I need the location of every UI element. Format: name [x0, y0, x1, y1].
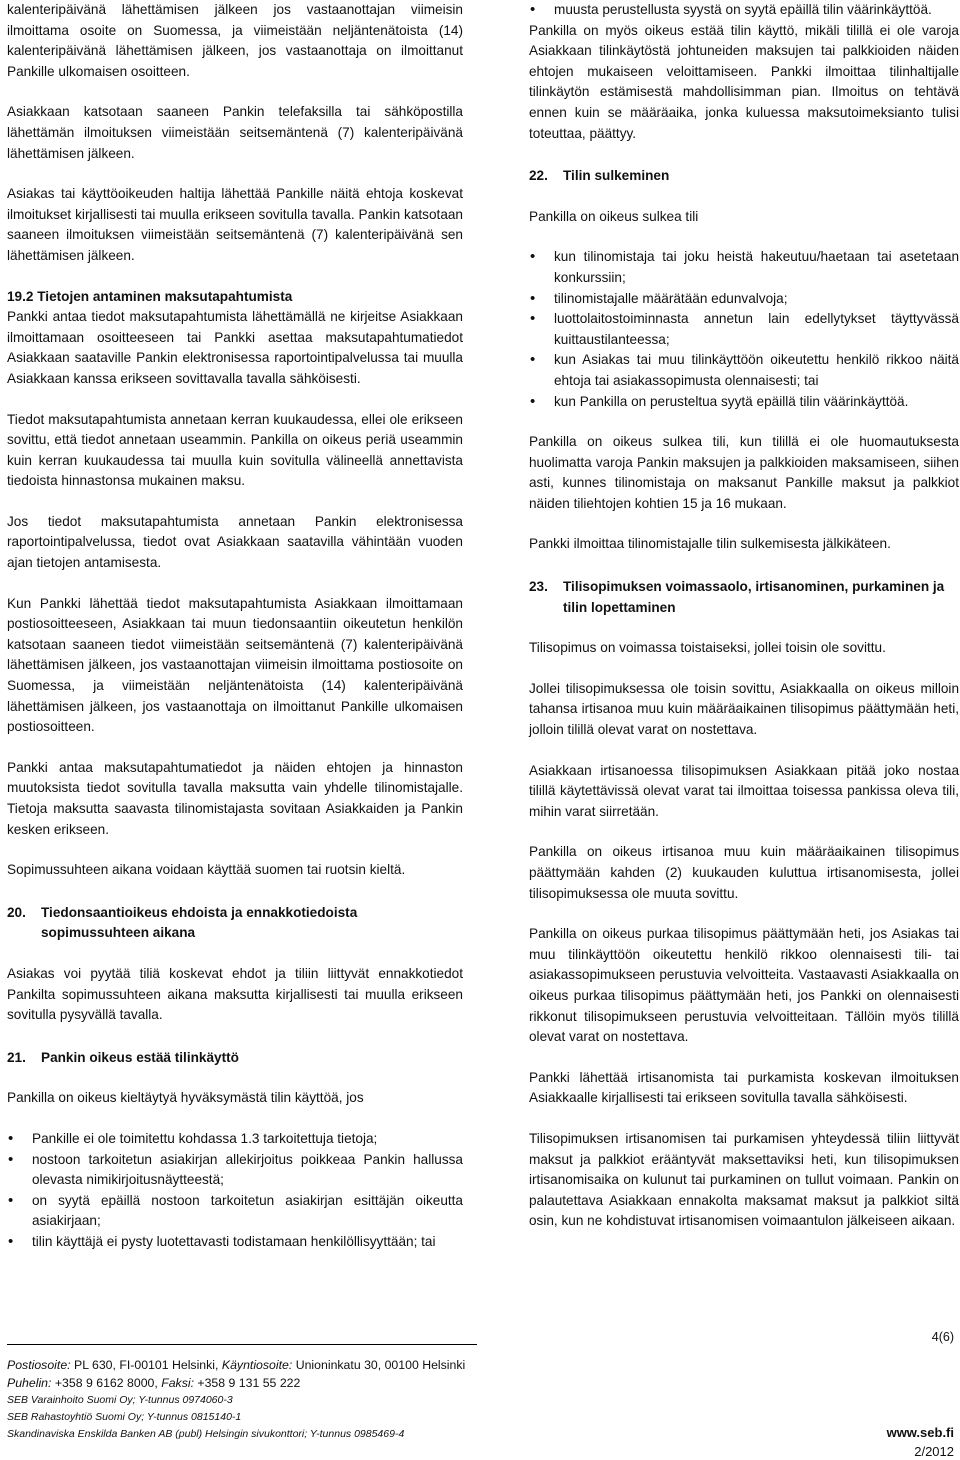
list-item: • Pankille ei ole toimitettu kohdassa 1.3 tarkoitettuja tietoja;: [7, 1129, 463, 1150]
heading-20-number: 20.: [7, 904, 26, 920]
footer-address-line: [7, 1356, 465, 1374]
heading-20: [7, 903, 463, 944]
list-item: • tilinomistajalle määrätään edunvalvoja;: [529, 289, 959, 310]
paragraph-customer-notices: Asiakas tai käyttöoikeuden haltija lähettää Pankille näitä ehtoja koskevat ilmoitukset kirjallisesti tai muulla erikseen sovitulla tavalla. Pankin katsotaan saaneen ilmoituksen viimeistään seitsemäntenä (7) kalenteripäivänä sen lähettämisen jälkeen.: [7, 186, 463, 263]
list-item: • tilin käyttäjä ei pysty luotettavasti todistamaan henkilöllisyyttään; tai: [7, 1232, 463, 1253]
right-column: [529, 0, 959, 1232]
heading-20-title: Tiedonsaantioikeus ehdoista ja ennakkotiedoista sopimussuhteen aikana: [41, 904, 358, 941]
paragraph-validity: Tilisopimus on voimassa toistaiseksi, jollei toisin ole sovittu.: [529, 640, 886, 656]
paragraph-free-info: Pankki antaa maksutapahtumatiedot ja näiden ehtojen ja hinnaston muutoksista tiedot sovitulla tavalla maksutta vain yhdelle tilinomistajalle. Tietoja maksutta saavasta tilinomistajasta sovitaan Asiakkaiden ja Pankin kesken erikseen.: [7, 759, 463, 837]
paragraph-customer-terminate: Jollei tilisopimuksessa ole toisin sovittu, Asiakkaalla on oikeus milloin tahansa irtisanoa muu kuin määräaikainen tilisopimus päättymään heti, jolloin tilillä olevat varat on nostettava.: [529, 680, 959, 738]
footer-divider: [7, 1344, 477, 1345]
list-item: • kun Pankilla on perusteltua syytä epäillä tilin väärinkäyttöä.: [529, 392, 959, 413]
heading-22-title: Tilin sulkeminen: [563, 168, 670, 184]
heading-21-title: Pankin oikeus estää tilinkäyttö: [41, 1049, 239, 1065]
left-column: [7, 0, 463, 1253]
list-item: • muusta perustellusta syystä on syytä epäillä tilin väärinkäyttöä.: [529, 0, 959, 21]
heading-22: [529, 166, 959, 187]
footer-company-line: Skandinaviska Enskilda Banken AB (publ) Helsingin sivukonttori; Y-tunnus 0985469-4: [7, 1428, 405, 1440]
postal-address-label: Postiosoite:: [7, 1358, 71, 1372]
paragraph-customer-withdraw: Asiakkaan irtisanoessa tilisopimuksen Asiakkaan pitää joko nostaa tilillä käytettävissä olevat varat tai ilmoittaa toisessa pankissa oleva tili, mihin varat siirretään.: [529, 762, 959, 819]
fax-value: +358 9 131 55 222: [194, 1376, 301, 1390]
page-number: 4(6): [931, 1330, 954, 1344]
paragraph-bank-terminate: Pankilla on oikeus irtisanoa muu kuin määräaikainen tilisopimus päättymään kahden (2) kuukauden kuluttua irtisanomisesta, jollei tilisopimuksessa ole muuta sovittu.: [529, 844, 959, 901]
list-item: • kun tilinomistaja tai joku heistä hakeutuu/haetaan tai asetetaan konkurssiin;: [529, 247, 959, 288]
phone-label: Puhelin:: [7, 1376, 52, 1390]
footer-company-line: SEB Rahastoyhtiö Suomi Oy; Y-tunnus 0815140-1: [7, 1411, 242, 1423]
paragraph-close-no-funds: Pankilla on oikeus sulkea tili, kun tilillä ei ole huomautuksesta huolimatta varoja Pankin maksujen ja palkkioiden maksamiseen, siihen asti, kunnes tilinomistaja on maksanut Pankille maksut ja palkkiot näiden tiliehtojen kohtien 15 ja 16 mukaan.: [529, 434, 959, 511]
paragraph-close-intro: Pankilla on oikeus sulkea tili: [529, 208, 699, 224]
website-link[interactable]: www.seb.fi: [886, 1425, 954, 1440]
fax-label: Faksi:: [161, 1376, 194, 1390]
paragraph-fax-email: Asiakkaan katsotaan saaneen Pankin telefaksilla tai sähköpostilla lähettämän ilmoituksen viimeistään seitsemäntenä (7) kalenteripäivänä lähettämisen jälkeen.: [7, 104, 463, 161]
document-version-date: 2/2012: [914, 1444, 954, 1459]
paragraph-block-account: Pankilla on myös oikeus estää tilin käyttö, mikäli tilillä ei ole varoja Asiakkaan tilinkäytöstä johtuneiden maksujen tai palkkioiden näiden ehtojen mukaiseen veloittamiseen. Pankki ilmoittaa tilinhaltijalle tilinkäytön estämisestä mahdollisimman pian. Ilmoitus on tehtävä ennen kuin se määräaika, jonka kuluessa maksutoimeksianto tulisi toteuttaa, päättyy.: [529, 22, 959, 141]
paragraph-refuse-use: Pankilla on oikeus kieltäytyä hyväksymästä tilin käyttöä, jos: [7, 1090, 364, 1106]
paragraph-terms-request: Asiakas voi pyytää tiliä koskevat ehdot ja tiliin liittyvät ennakkotiedot Pankilta sopimussuhteen aikana maksutta kirjallisesti tai muulla erikseen sovitulla pysyvällä tavalla.: [7, 965, 463, 1023]
list-item: • luottolaitostoiminnasta annetun lain edellytykset täyttyvässä kuittaustilanteessa;: [529, 309, 959, 350]
heading-21-number: 21.: [7, 1049, 26, 1065]
refusal-bullet-list-continued: [529, 0, 959, 21]
paragraph-monthly-info: Tiedot maksutapahtumista annetaan kerran kuukaudessa, ellei ole erikseen sovittu, että tiedot annetaan useammin. Pankilla on oikeus periä useammin kuin kerran kuukaudessa tai muulla kuin sovitulla välineellä annettavista tiedoista hinnastonsa mukainen maksu.: [7, 411, 463, 489]
paragraph-rescind: Pankilla on oikeus purkaa tilisopimus päättymään heti, jos Asiakas tai muu tilinkäyttöön oikeutettu henkilö rikkoo olennaisesti tili- tai asiakassopimukseen perustuvia velvoitteita. Vastaavasti Asiakkaalla on oikeus purkaa tilisopimus päättymään heti, jos Pankki on olennaisesti rikkonut tilisopimukseen perustuvia velvoitteitaan. Tällöin myös tilillä olevat varat on nostettava.: [529, 926, 959, 1045]
heading-23-title: Tilisopimuksen voimassaolo, irtisanominen, purkaminen ja tilin lopettaminen: [563, 579, 945, 615]
list-item: • kun Asiakas tai muu tilinkäyttöön oikeutettu henkilö rikkoo näitä ehtoja tai asiakassopimusta olennaisesti; tai: [529, 350, 959, 391]
heading-22-number: 22.: [529, 168, 548, 184]
list-item: • nostoon tarkoitetun asiakirjan allekirjoitus poikkeaa Pankin hallussa olevasta nimikirjoitusnäytteestä;: [7, 1150, 463, 1191]
paragraph-transaction-info: Pankki antaa tiedot maksutapahtumista lähettämällä ne kirjeitse Asiakkaan ilmoittamaan osoitteeseen tai Pankki asettaa maksutapahtumatiedot Asiakkaan saataville Pankin elektronisessa raportointipalvelussa tai muulla Asiakkaan kanssa erikseen sovittavalla tavalla sähköisesti.: [7, 309, 463, 386]
heading-19-2: 19.2 Tietojen antaminen maksutapahtumista: [7, 288, 293, 304]
paragraph-fees-due: Tilisopimuksen irtisanomisen tai purkamisen yhteydessä tiliin liittyvät maksut ja palkkiot erääntyvät maksettaviksi heti, kun tilisopimuksen irtisanomisaika on kulunut tai purkaminen on tullut voimaan. Pankin on palautettava Asiakkaan ennakolta maksamat maksut ja palkkiot siltä osin, kun ne kohdistuvat irtisanomisen voimaantulon jälkeiseen aikaan.: [529, 1130, 959, 1229]
heading-23-number: 23.: [529, 579, 548, 595]
paragraph-rescind-notice: Pankki lähettää irtisanomista tai purkamista koskevan ilmoituksen Asiakkaalle kirjallisesti tai erikseen sovitulla tavalla sähköisesti.: [529, 1069, 959, 1106]
visiting-address-value: Unioninkatu 30, 00100 Helsinki: [292, 1358, 466, 1372]
heading-21: [7, 1048, 463, 1069]
refusal-bullet-list: [7, 1129, 463, 1253]
footer-phone-line: [7, 1374, 465, 1392]
paragraph-electronic-info: Jos tiedot maksutapahtumista annetaan Pankin elektronisessa raportointipalvelussa, tiedot ovat Asiakkaan saatavilla vähintään vuoden ajan tietojen antamisesta.: [7, 513, 463, 571]
footer-company-line: SEB Varainhoito Suomi Oy; Y-tunnus 0974060-3: [7, 1394, 233, 1406]
heading-23: [529, 577, 959, 618]
footer-address-block: [7, 1356, 465, 1443]
paragraph-language: Sopimussuhteen aikana voidaan käyttää suomen tai ruotsin kieltä.: [7, 862, 406, 878]
paragraph-postal-info: Kun Pankki lähettää tiedot maksutapahtumista Asiakkaan ilmoittamaan postiosoitteeseen, Asiakkaan tai muun tiedonsaantiin oikeutetun henkilön katsotaan saaneen tiedot viimeistään seitsemäntenä (7) kalenteripäivänä lähettämisen jälkeen, jos vastaanottajan viimeisin ilmoittama postiosoite on Suomessa, ja viimeistään neljäntenätoista (14) kalenteripäivänä lähettämisen jälkeen, jos vastaanottaja on ilmoittanut Pankille ulkomaisen postiosoitteen.: [7, 595, 463, 735]
visiting-address-label: Käyntiosoite:: [221, 1358, 293, 1372]
paragraph-close-notice: Pankki ilmoittaa tilinomistajalle tilin sulkemisesta jälkikäteen.: [529, 536, 891, 552]
phone-value: +358 9 6162 8000,: [51, 1376, 162, 1390]
paragraph-notice-delivery: kalenteripäivänä lähettämisen jälkeen jos vastaanottajan viimeisin ilmoittama osoite on Suomessa, ja viimeistään neljäntenätoista (14) kalenteripäivänä lähettämisen jälkeen, jos vastaanottaja on ilmoittanut Pankille ulkomaisen osoitteen.: [7, 2, 463, 79]
closing-bullet-list: [529, 247, 959, 412]
postal-address-value: PL 630, FI-00101 Helsinki,: [70, 1358, 222, 1372]
list-item: • on syytä epäillä nostoon tarkoitetun asiakirjan esittäjän oikeutta asiakirjaan;: [7, 1191, 463, 1232]
